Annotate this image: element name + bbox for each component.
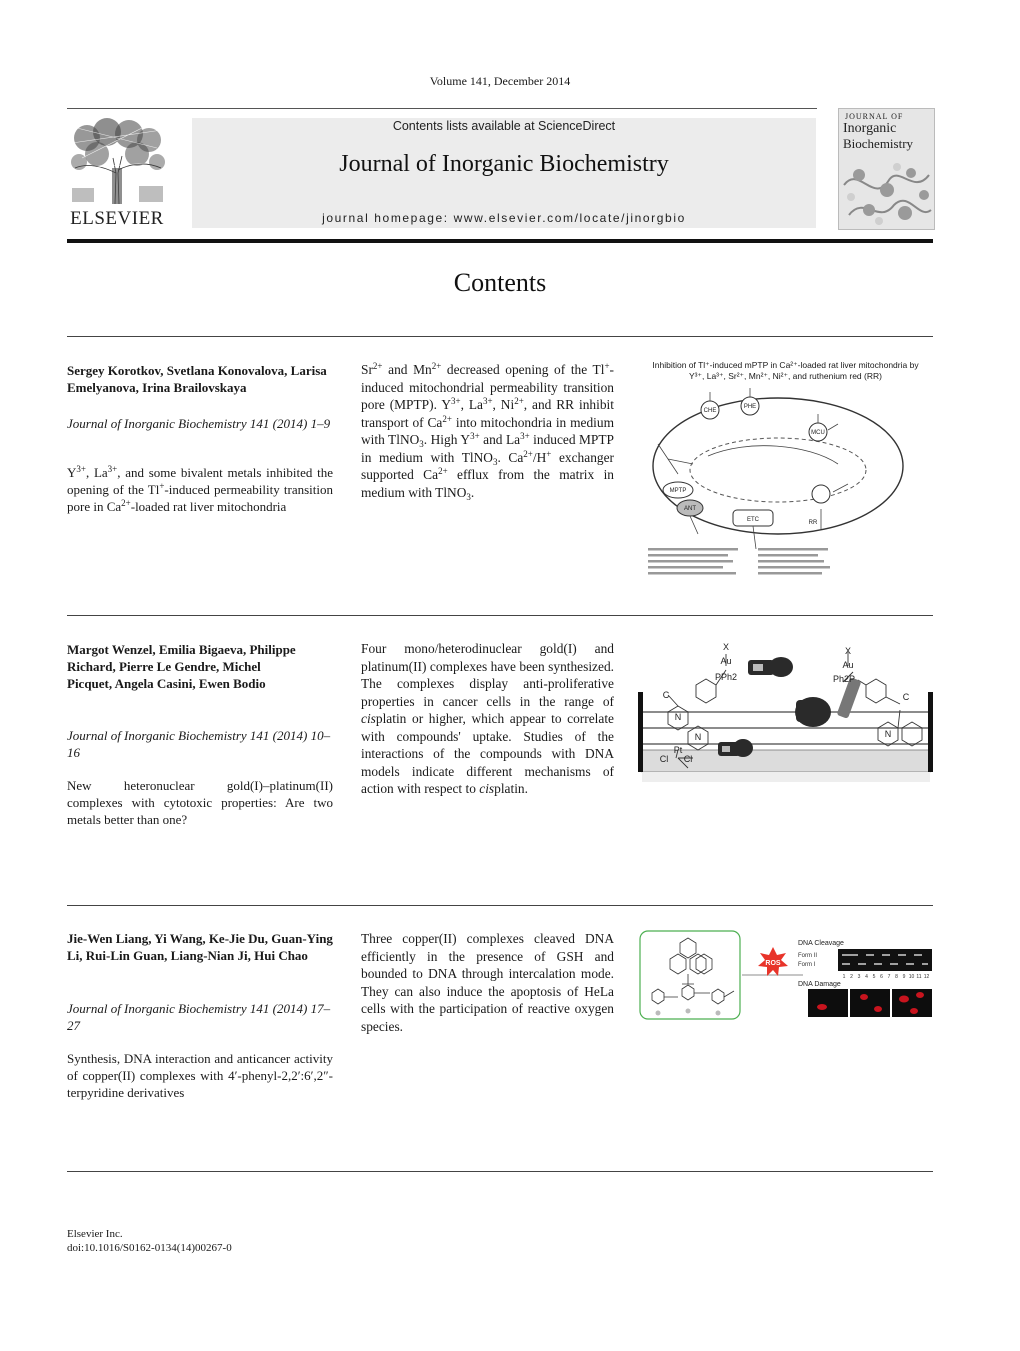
ga1-label-phe: PHE xyxy=(743,404,757,410)
ga1-label-etc: ETC xyxy=(747,517,759,523)
ga3-form-i-label: Form I xyxy=(798,962,816,968)
ga2-label-c2: C xyxy=(902,692,910,702)
article-3-title[interactable]: Synthesis, DNA interaction and anticancer activity of copper(II) complexes with 4′-phenyl-2,2′:6′,2″-terpyridine derivatives xyxy=(67,1051,333,1100)
cover-line-2: Inorganic xyxy=(843,121,897,136)
article-1-authors[interactable]: Sergey Korotkov, Svetlana Konovalova, Larisa Emelyanova, Irina Brailovskaya xyxy=(67,363,327,395)
ga3-lane-4: 4 xyxy=(865,974,868,980)
ga2-label-pt: Pt xyxy=(673,745,683,755)
article-1-abstract: $Sr^{2+}$ and $Mn^{2+}$ decreased opening of the Tl+-induced mitochondrial permeability transition pore (MPTP). $Y^{3+}$, $La^{3+}$, $Ni^{2+}$, and RR inhibit transport of $Ca^{2+}$ into mitochondria in medium with TlNO$_3$. High $Y^{3+}$ and $La^{3+}$ induced MPTP in medium with TlNO$_3$. $Ca^{2+}/H^+$ exchanger supported $Ca^{2+}$ efflux from the matrix in medium with TlNO$_3$. xyxy=(361,361,615,502)
article-1-title[interactable]: $Y^{3+}$, $La^{3+}$, and some bivalent metals inhibited the opening of the Tl+-induced permeability transition pore in $Ca^{2+}$-loaded rat liver mitochondria xyxy=(67,464,333,514)
ga2-label-pph2: PPh2 xyxy=(714,672,738,682)
ga2-label-cl2: Cl xyxy=(683,754,693,764)
contents-lists-link[interactable]: Contents lists available at ScienceDirect xyxy=(392,119,616,133)
elsevier-wordmark: ELSEVIER xyxy=(70,208,164,229)
cover-line-1: JOURNAL OF xyxy=(845,112,904,121)
ga3-dna-cleavage-figure xyxy=(638,929,933,1024)
article-2-graphical-abstract[interactable] xyxy=(638,640,933,785)
ga2-label-n1: N xyxy=(674,712,682,722)
ga1-label-mcu: MCU xyxy=(811,430,825,436)
ga3-ros-label: ROS xyxy=(765,960,781,967)
article-3-authors[interactable]: Jie-Wen Liang, Yi Wang, Ke-Jie Du, Guan-Ying Li, Rui-Lin Guan, Liang-Nian Ji, Hui Chao xyxy=(67,931,333,963)
ga3-lane-1: 1 xyxy=(842,974,846,980)
divider-2 xyxy=(67,615,933,616)
ga1-caption-line-2: Y³⁺, La³⁺, Sr²⁺, Mn²⁺, Ni²⁺, and ruthenium red (RR) xyxy=(689,371,882,381)
ga3-lane-12: 12 xyxy=(923,974,930,980)
cover-line-3: Biochemistry xyxy=(843,136,914,151)
article-2-authors[interactable]: Margot Wenzel, Emilia Bigaeva, Philippe Richard, Pierre Le Gendre, Michel Picquet, Angela Casini, Ewen Bodio xyxy=(67,642,296,691)
article-1-graphical-abstract[interactable] xyxy=(638,360,933,580)
elsevier-logo[interactable] xyxy=(67,118,167,230)
ga1-mitochondria-diagram xyxy=(638,384,933,580)
journal-cover-thumbnail[interactable] xyxy=(838,108,935,230)
ga3-lane-11: 11 xyxy=(916,974,922,980)
ga2-boxing-molecules xyxy=(638,640,933,785)
ga3-lane-10: 10 xyxy=(908,974,915,980)
ga3-dna-damage-label: DNA Damage xyxy=(798,981,841,988)
ga2-label-cl1: Cl xyxy=(659,754,669,764)
ga2-label-ph2p: Ph2P xyxy=(832,674,856,684)
article-3-graphical-abstract[interactable] xyxy=(638,929,933,1024)
ga2-label-n2: N xyxy=(694,732,702,742)
ga1-label-che: CHE xyxy=(703,408,717,414)
ga1-label-ant: ANT xyxy=(684,506,696,512)
ga3-lane-5: 5 xyxy=(872,974,876,980)
ga3-lane-3: 3 xyxy=(857,974,861,980)
elsevier-tree-icon xyxy=(67,118,167,206)
ga2-label-x1: X xyxy=(722,642,730,652)
article-2-title[interactable]: New heteronuclear gold(I)–platinum(II) complexes with cytotoxic properties: Are two metals better than one? xyxy=(67,778,333,827)
journal-title: Journal of Inorganic Biochemistry xyxy=(339,151,669,177)
ga3-lane-2: 2 xyxy=(850,974,853,980)
divider-3 xyxy=(67,905,933,906)
cover-molecule-art xyxy=(839,155,934,229)
ga3-dna-cleavage-label: DNA Cleavage xyxy=(798,940,844,947)
article-2-abstract: Four mono/heterodinuclear gold(I) and platinum(II) complexes have been synthesized. The complexes display anti-proliferative properties in cancer cells in the range of cisplatin or higher, which appear to correlate with compounds' uptake. Studies of the interactions of the compounds with DNA models indicate different mechanisms of action with respect to cisplatin. xyxy=(361,641,614,796)
header-thick-rule xyxy=(67,239,933,243)
ga1-label-mptp: MPTP xyxy=(669,488,687,494)
ga1-label-rr: RR xyxy=(808,520,818,526)
divider-1 xyxy=(67,336,933,337)
article-1-citation: Journal of Inorganic Biochemistry 141 (2014) 1–9 xyxy=(67,416,331,431)
page-title: Contents xyxy=(453,268,547,297)
article-3-citation: Journal of Inorganic Biochemistry 141 (2014) 17–27 xyxy=(67,1001,331,1033)
journal-banner xyxy=(192,118,816,228)
ga2-label-c1: C xyxy=(662,690,670,700)
journal-homepage-link[interactable]: journal homepage: www.elsevier.com/locate/jinorgbio xyxy=(322,211,686,225)
volume-info: Volume 141, December 2014 xyxy=(429,74,571,88)
footer-doi[interactable]: doi:10.1016/S0162-0134(14)00267-0 xyxy=(67,1242,232,1254)
ga3-form-ii-label: Form II xyxy=(798,953,817,959)
ga2-label-x2: X xyxy=(844,646,852,656)
divider-4 xyxy=(67,1171,933,1172)
ga2-label-n3: N xyxy=(884,729,892,739)
footer-publisher: Elsevier Inc. xyxy=(67,1228,123,1240)
ga1-caption-line-1: Inhibition of Tl⁺-induced mPTP in Ca²⁺-loaded rat liver mitochondria by xyxy=(652,360,919,370)
header-rule xyxy=(67,108,817,109)
article-2-citation: Journal of Inorganic Biochemistry 141 (2014) 10–16 xyxy=(67,728,331,760)
ga3-lane-7: 7 xyxy=(887,974,891,980)
article-3-abstract: Three copper(II) complexes cleaved DNA efficiently in the presence of GSH and bounded to DNA through intercalation mode. They can also induce the apoptosis of HeLa cells with the participation of reactive oxygen species. xyxy=(361,931,614,1034)
ga2-label-au1: Au xyxy=(720,656,732,666)
ga2-label-au2: Au xyxy=(842,660,854,670)
ga3-lane-6: 6 xyxy=(880,974,883,980)
ga3-lane-8: 8 xyxy=(895,974,898,980)
ga3-lane-9: 9 xyxy=(902,974,906,980)
